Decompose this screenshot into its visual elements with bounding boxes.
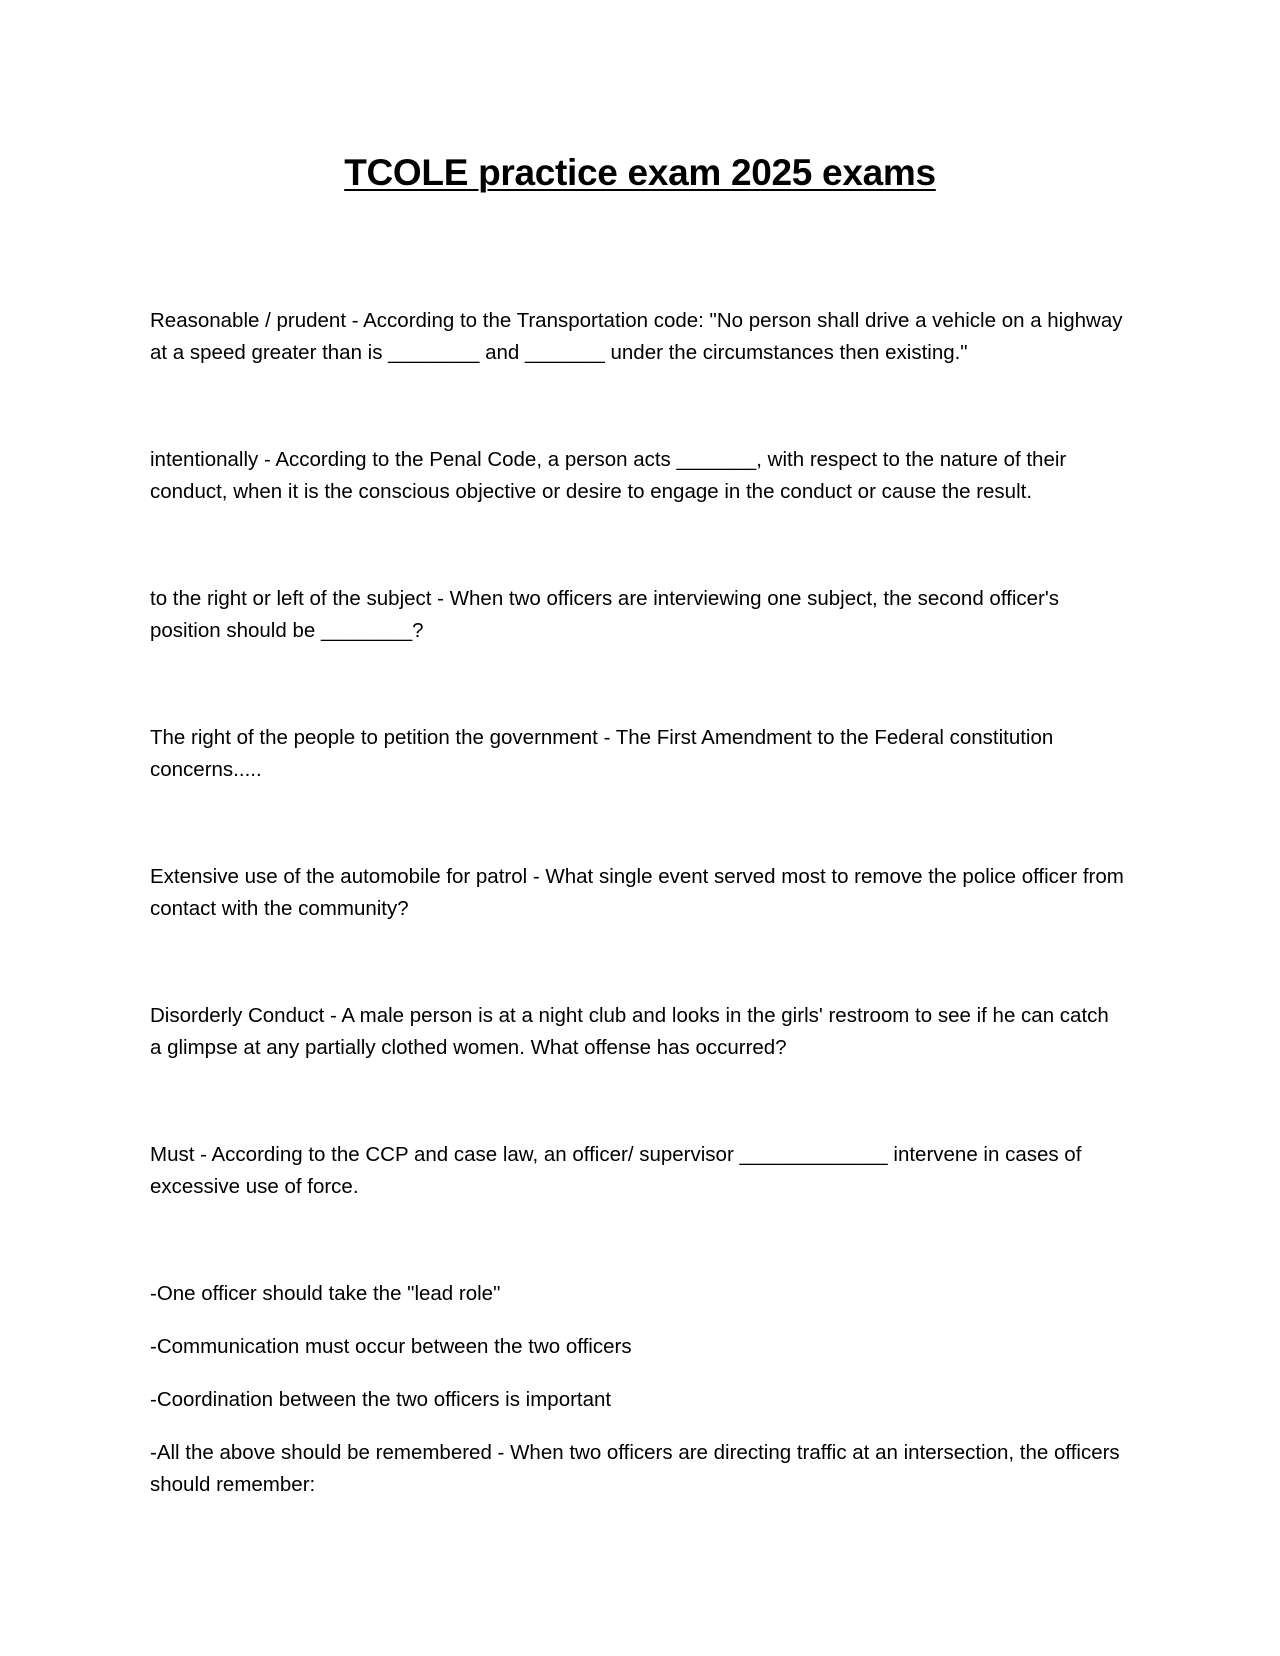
question-answer-7: Must - According to the CCP and case law, an officer/ supervisor _____________ intervene in cases of excessive use of force.	[150, 1143, 1082, 1198]
list-item: -Communication must occur between the two officers	[150, 1335, 632, 1358]
list-item: -All the above should be remembered - When two officers are directing traffic at an intersection, the officers should remember:	[150, 1441, 1120, 1496]
question-answer-3: to the right or left of the subject - When two officers are interviewing one subject, the second officer's position should be ________?	[150, 587, 1060, 642]
page-title: TCOLE practice exam 2025 exams	[344, 152, 936, 193]
question-answer-5: Extensive use of the automobile for patrol - What single event served most to remove the police officer from contact with the community?	[150, 865, 1124, 920]
question-answer-2: intentionally - According to the Penal Code, a person acts _______, with respect to the nature of their conduct, when it is the conscious objective or desire to engage in the conduct or cause the result.	[150, 448, 1067, 503]
list-item: -Coordination between the two officers is important	[150, 1388, 612, 1411]
list-item: -One officer should take the "lead role"	[150, 1282, 501, 1305]
document-body	[150, 305, 1125, 1501]
question-answer-6: Disorderly Conduct - A male person is at a night club and looks in the girls' restroom to see if he can catch a glimpse at any partially clothed women. What offense has occurred?	[150, 1004, 1109, 1059]
question-answer-1: Reasonable / prudent - According to the Transportation code: "No person shall drive a vehicle on a highway at a speed greater than is ________ and _______ under the circumstances then existing."	[150, 309, 1123, 364]
question-answer-4: The right of the people to petition the government - The First Amendment to the Federal constitution concerns.....	[150, 726, 1054, 781]
